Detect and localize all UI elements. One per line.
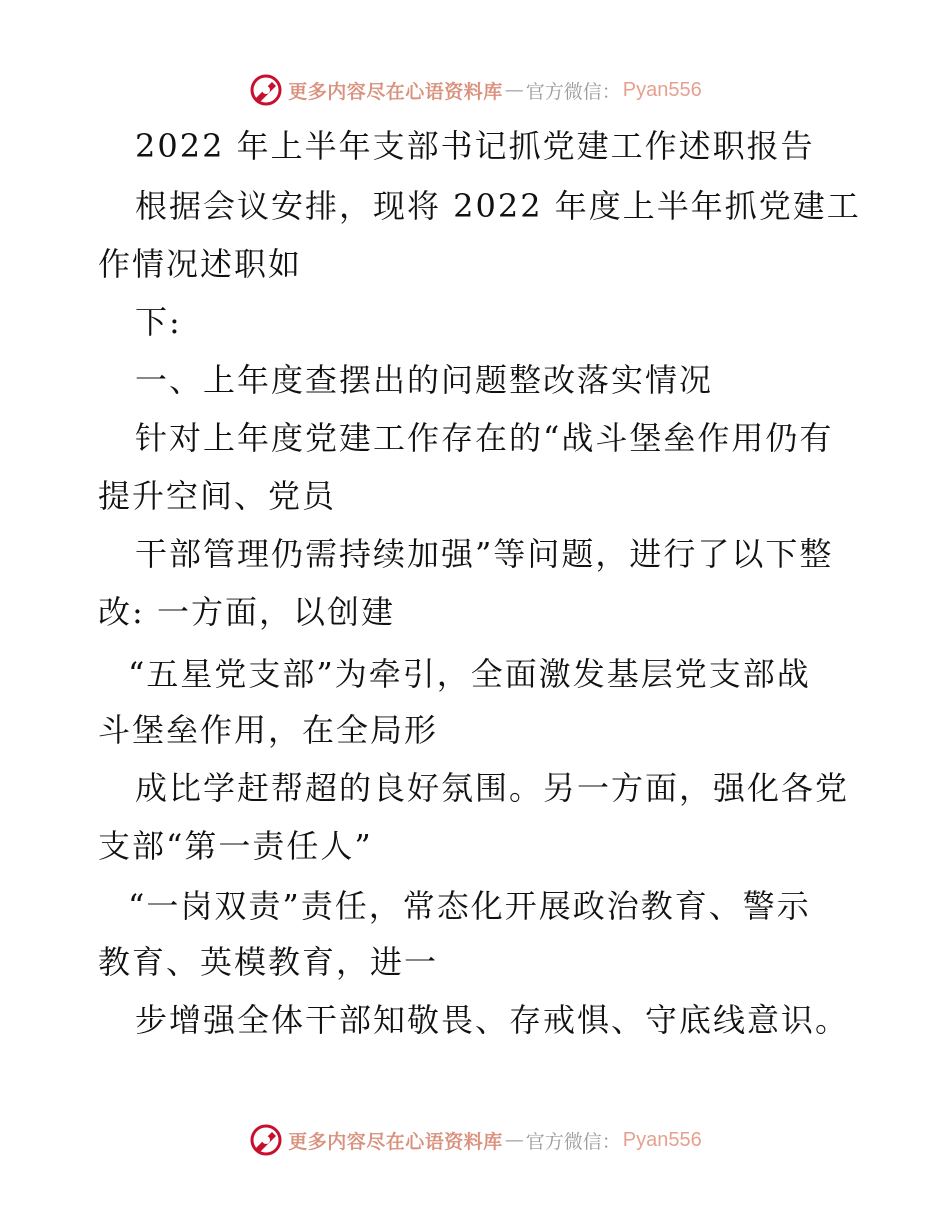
paragraph-line: “一岗双责”责任，常态化开展政治教育、警示	[128, 887, 811, 925]
watermark-dash: —	[504, 79, 524, 101]
paragraph-line: 根据会议安排，现将 2022 年度上半年抓党建工	[135, 187, 861, 225]
paragraph-line: “五星党支部”为牵引，全面激发基层党支部战	[128, 655, 811, 693]
wechat-id: Pyan556	[622, 1128, 702, 1151]
watermark-text: 更多内容尽在心语资料库	[288, 80, 503, 103]
logo-icon	[248, 1122, 284, 1158]
paragraph-line: 斗堡垒作用，在全局形	[98, 711, 439, 749]
paragraph-line: 步增强全体干部知敬畏、存戒惧、守底线意识。	[135, 1001, 850, 1039]
paragraph-line: 成比学赶帮超的良好氛围。另一方面，强化各党	[135, 769, 850, 807]
paragraph-line: 下:	[135, 303, 182, 341]
watermark-dash: —	[504, 1129, 524, 1151]
wechat-id: Pyan556	[622, 78, 702, 101]
document-title: 2022 年上半年支部书记抓党建工作述职报告	[135, 127, 815, 165]
paragraph-line: 作情况述职如	[98, 245, 303, 283]
paragraph-line: 改: 一方面，以创建	[98, 593, 395, 631]
wechat-label: 官方微信：	[525, 1130, 621, 1153]
section-heading: 一、上年度查摆出的问题整改落实情况	[135, 361, 714, 399]
paragraph-line: 支部“第一责任人”	[98, 827, 373, 865]
footer-watermark	[0, 1120, 950, 1160]
paragraph-line: 针对上年度党建工作存在的“战斗堡垒作用仍有	[135, 419, 834, 457]
paragraph-line: 干部管理仍需持续加强”等问题，进行了以下整	[135, 535, 834, 573]
paragraph-line: 提升空间、党员	[98, 477, 337, 515]
wechat-label: 官方微信：	[525, 80, 621, 103]
watermark-text: 更多内容尽在心语资料库	[288, 1130, 503, 1153]
paragraph-line: 教育、英模教育，进一	[98, 943, 439, 981]
